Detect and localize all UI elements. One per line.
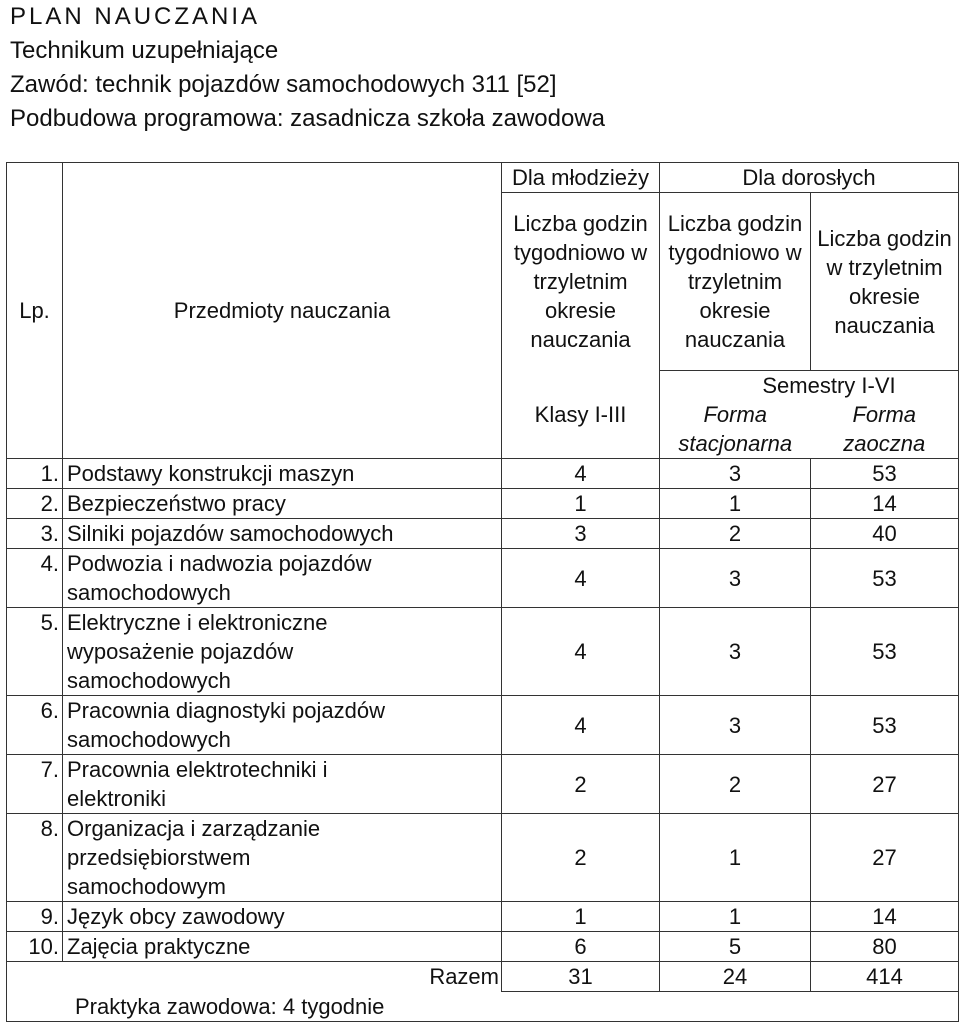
stationary-hours: 3 bbox=[660, 608, 811, 696]
youth-hours: 4 bbox=[502, 608, 660, 696]
stationary-hours: 1 bbox=[660, 902, 811, 932]
table-row bbox=[7, 459, 959, 489]
table-row bbox=[7, 814, 959, 902]
subject-name bbox=[63, 755, 502, 814]
school-type: Technikum uzupełniające bbox=[10, 37, 279, 64]
curriculum-table bbox=[6, 162, 959, 1022]
hours-weekly-stationary-header: Liczba godzin tygodniowo w trzyletnim okresie nauczania bbox=[660, 193, 811, 371]
subject-text: Pracownia diagnostyki pojazdów samochodowych bbox=[67, 698, 385, 752]
youth-hours: 4 bbox=[502, 549, 660, 608]
extramural-hours: 27 bbox=[811, 814, 959, 902]
practice-cell bbox=[7, 992, 959, 1022]
youth-hours: 2 bbox=[502, 755, 660, 814]
row-number: 6. bbox=[7, 696, 63, 755]
subject-text: Elektryczne i elektroniczne wyposażenie pojazdów samochodowych bbox=[67, 610, 328, 693]
youth-hours: 1 bbox=[502, 489, 660, 519]
table-row bbox=[7, 902, 959, 932]
table-row bbox=[7, 549, 959, 608]
row-number: 7. bbox=[7, 755, 63, 814]
youth-hours: 2 bbox=[502, 814, 660, 902]
table-row bbox=[7, 489, 959, 519]
document-header bbox=[10, 0, 605, 136]
subject-text: Organizacja i zarządzanie przedsiębiorstwem samochodowym bbox=[67, 816, 321, 899]
total-stationary: 24 bbox=[660, 962, 811, 992]
semesters-label: Semestry I-VI bbox=[762, 373, 896, 398]
stationary-hours: 2 bbox=[660, 755, 811, 814]
youth-hours: 1 bbox=[502, 902, 660, 932]
stationary-hours: 1 bbox=[660, 814, 811, 902]
total-empty-cell bbox=[7, 962, 63, 992]
stationary-hours: 3 bbox=[660, 696, 811, 755]
stationary-hours: 3 bbox=[660, 549, 811, 608]
profession-line: Zawód: technik pojazdów samochodowych 311 [52] bbox=[10, 71, 557, 98]
row-number: 3. bbox=[7, 519, 63, 549]
extramural-hours: 14 bbox=[811, 489, 959, 519]
table-row bbox=[7, 932, 959, 962]
extramural-hours: 53 bbox=[811, 696, 959, 755]
row-number: 10. bbox=[7, 932, 63, 962]
row-number: 5. bbox=[7, 608, 63, 696]
extramural-hours: 27 bbox=[811, 755, 959, 814]
stationary-hours: 2 bbox=[660, 519, 811, 549]
subject-text: Pracownia elektrotechniki i elektroniki bbox=[67, 757, 328, 811]
youth-hours: 3 bbox=[502, 519, 660, 549]
youth-group-header: Dla młodzieży bbox=[502, 163, 660, 193]
row-number: 1. bbox=[7, 459, 63, 489]
subject-text: Podwozia i nadwozia pojazdów samochodowych bbox=[67, 551, 372, 605]
youth-hours: 6 bbox=[502, 932, 660, 962]
table-row bbox=[7, 608, 959, 696]
hours-weekly-youth-header: Liczba godzin tygodniowo w trzyletnim okresie nauczania bbox=[502, 193, 660, 371]
row-number: 2. bbox=[7, 489, 63, 519]
table-row bbox=[7, 519, 959, 549]
practice-row bbox=[7, 992, 959, 1022]
adults-group-header: Dla dorosłych bbox=[660, 163, 959, 193]
table-row bbox=[7, 696, 959, 755]
semesters-forms-header bbox=[660, 371, 959, 459]
form-stationary-label: Forma stacjonarna bbox=[678, 402, 793, 456]
extramural-hours: 40 bbox=[811, 519, 959, 549]
basis-line: Podbudowa programowa: zasadnicza szkoła zawodowa bbox=[10, 105, 606, 132]
total-row bbox=[7, 962, 959, 992]
stationary-hours: 1 bbox=[660, 489, 811, 519]
plan-title: PLAN NAUCZANIA bbox=[10, 3, 261, 30]
total-label: Razem bbox=[63, 962, 502, 992]
subject-name: Zajęcia praktyczne bbox=[63, 932, 502, 962]
stationary-hours: 5 bbox=[660, 932, 811, 962]
extramural-hours: 53 bbox=[811, 549, 959, 608]
subject-name: Bezpieczeństwo pracy bbox=[63, 489, 502, 519]
lp-header: Lp. bbox=[7, 163, 63, 459]
extramural-hours: 53 bbox=[811, 459, 959, 489]
total-youth: 31 bbox=[502, 962, 660, 992]
subject-name bbox=[63, 608, 502, 696]
extramural-hours: 80 bbox=[811, 932, 959, 962]
row-number: 4. bbox=[7, 549, 63, 608]
table-row bbox=[7, 755, 959, 814]
form-extramural-label: Forma zaoczna bbox=[843, 402, 926, 456]
subject-name: Język obcy zawodowy bbox=[63, 902, 502, 932]
stationary-hours: 3 bbox=[660, 459, 811, 489]
youth-hours: 4 bbox=[502, 459, 660, 489]
extramural-hours: 14 bbox=[811, 902, 959, 932]
row-number: 8. bbox=[7, 814, 63, 902]
subject-name: Podstawy konstrukcji maszyn bbox=[63, 459, 502, 489]
subject-name bbox=[63, 814, 502, 902]
classes-header: Klasy I-III bbox=[502, 371, 660, 459]
extramural-hours: 53 bbox=[811, 608, 959, 696]
hours-total-extramural-header: Liczba godzin w trzyletnim okresie nauczania bbox=[811, 193, 959, 371]
subject-name: Silniki pojazdów samochodowych bbox=[63, 519, 502, 549]
subject-name bbox=[63, 549, 502, 608]
subject-name bbox=[63, 696, 502, 755]
youth-hours: 4 bbox=[502, 696, 660, 755]
practice-note: Praktyka zawodowa: 4 tygodnie bbox=[75, 994, 385, 1019]
total-extramural: 414 bbox=[811, 962, 959, 992]
subjects-header: Przedmioty nauczania bbox=[63, 163, 502, 459]
row-number: 9. bbox=[7, 902, 63, 932]
